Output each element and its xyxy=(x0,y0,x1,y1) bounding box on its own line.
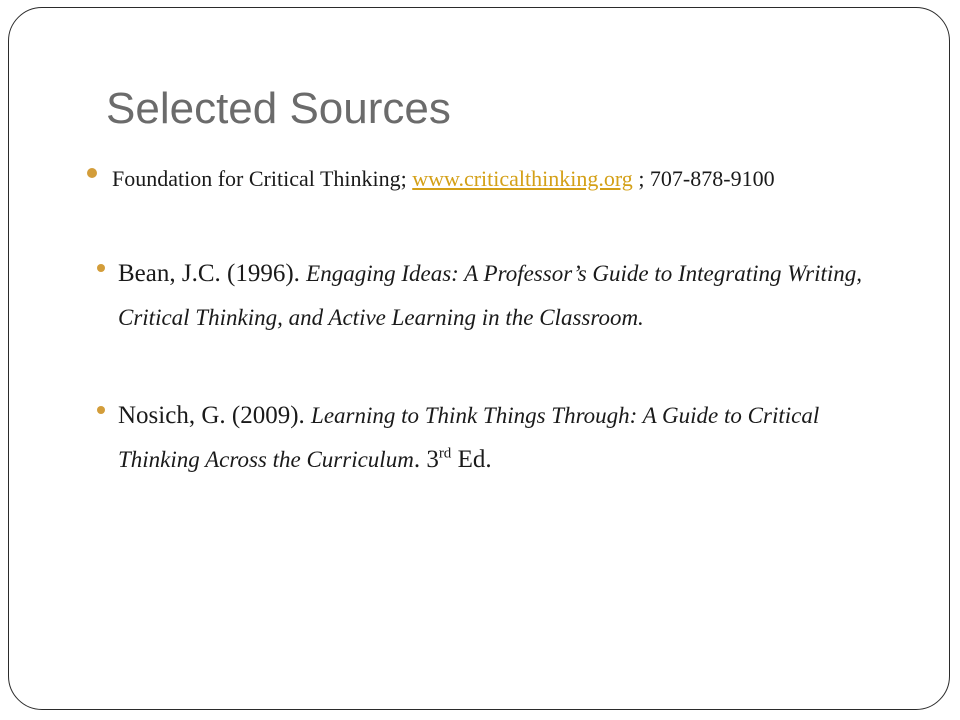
edition-text: . 3 xyxy=(413,446,439,473)
citation-author: Bean, J.C. (1996). xyxy=(118,260,307,287)
citation-author: Nosich, G. (2009). xyxy=(118,402,312,429)
source-item-foundation xyxy=(112,162,892,196)
bullet-icon xyxy=(87,168,97,178)
bullet-icon xyxy=(97,406,105,414)
slide-title: Selected Sources xyxy=(106,84,451,133)
phone-text: ; 707-878-9100 xyxy=(632,166,775,191)
website-link[interactable]: www.criticalthinking.org xyxy=(412,166,633,191)
source-text: Foundation for Critical Thinking; xyxy=(112,166,413,191)
citation-title: Learning to Think Things Through: A Guide to Critical Thinking Across the Curriculum xyxy=(118,403,820,472)
source-item-nosich xyxy=(118,394,878,482)
citation-title: Engaging Ideas: A Professor’s Guide to Integrating Writing, Critical Thinking, and Active Learning in the Classroom. xyxy=(118,261,863,330)
source-item-bean xyxy=(118,252,878,340)
edition-superscript: rd xyxy=(438,445,452,462)
bullet-icon xyxy=(97,264,105,272)
edition-suffix: Ed. xyxy=(451,446,492,473)
